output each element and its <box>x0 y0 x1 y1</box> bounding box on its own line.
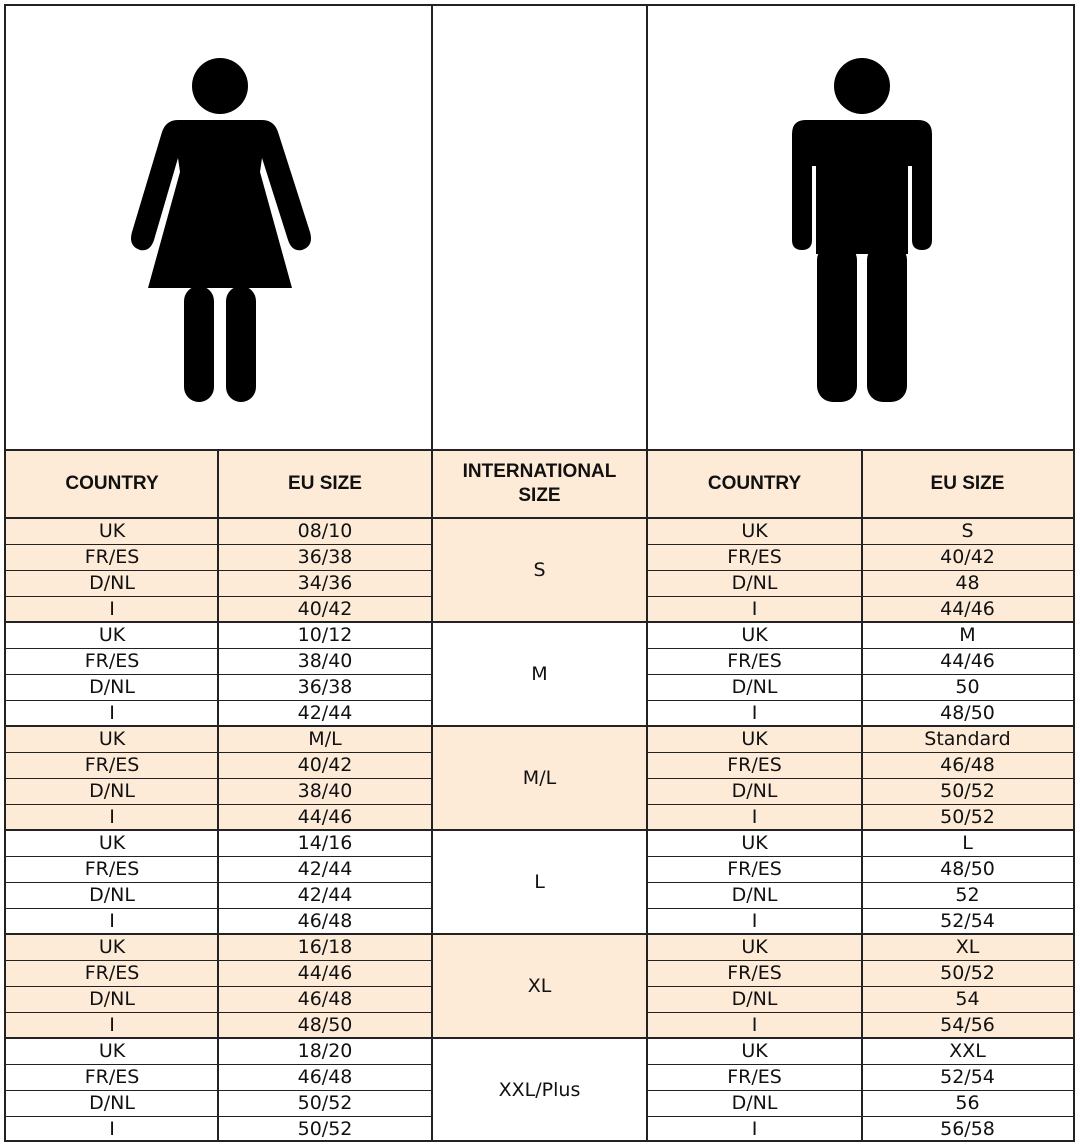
men-eu-size-cell: 46/48 <box>862 752 1073 778</box>
men-country-cell: FR/ES <box>727 858 782 880</box>
men-eu-size-cell: 52 <box>955 884 980 906</box>
woman-icon <box>126 54 316 404</box>
men-country-cell: FR/ES <box>727 1066 782 1088</box>
women-eu-size-cell: 08/10 <box>218 518 432 544</box>
women-country-cell: D/NL <box>89 1092 135 1114</box>
header-eu-size-women: EU SIZE <box>218 450 432 518</box>
row-divider <box>6 648 432 649</box>
row-divider <box>6 986 432 987</box>
row-divider <box>647 700 1073 701</box>
women-eu-size-cell: 50/52 <box>297 1118 353 1140</box>
men-eu-size-cell: Standard <box>862 726 1073 752</box>
row-divider <box>6 674 432 675</box>
men-country-cell: UK <box>741 1040 768 1062</box>
men-country-cell: D/NL <box>647 778 862 804</box>
men-eu-size-cell: XXL <box>949 1040 986 1062</box>
group-divider <box>6 725 1073 727</box>
header-country-women: COUNTRY <box>6 450 218 518</box>
women-country-cell: D/NL <box>6 570 218 596</box>
women-eu-size-cell: 16/18 <box>218 934 432 960</box>
men-eu-size-cell: 50/52 <box>862 778 1073 804</box>
men-eu-size-cell: 50 <box>955 676 980 698</box>
men-eu-size-cell: 44/46 <box>862 596 1073 622</box>
women-country-cell: UK <box>98 1040 126 1062</box>
header-country-men: COUNTRY <box>647 450 862 518</box>
men-eu-size-cell: 56/58 <box>940 1118 995 1140</box>
women-country-cell: I <box>6 1012 218 1038</box>
men-eu-size-cell: XL <box>862 934 1073 960</box>
group-divider <box>6 1037 1073 1039</box>
header-eu-size-men: EU SIZE <box>862 450 1073 518</box>
men-country-cell: D/NL <box>647 570 862 596</box>
women-country-cell: FR/ES <box>84 650 140 672</box>
women-country-cell: I <box>6 804 218 830</box>
women-eu-size-cell: 46/48 <box>218 986 432 1012</box>
men-country-cell: D/NL <box>731 676 778 698</box>
men-eu-size-cell: 50/52 <box>862 804 1073 830</box>
row-divider <box>647 570 1073 571</box>
women-country-cell: UK <box>98 624 126 646</box>
women-eu-size-cell: 48/50 <box>218 1012 432 1038</box>
row-divider <box>647 986 1073 987</box>
women-eu-size-cell: 14/16 <box>297 832 353 854</box>
women-country-cell: D/NL <box>6 986 218 1012</box>
row-divider <box>647 752 1073 753</box>
men-country-cell: I <box>751 1118 758 1140</box>
row-divider <box>6 544 432 545</box>
women-eu-size-cell: 34/36 <box>218 570 432 596</box>
men-country-cell: I <box>751 702 758 724</box>
row-divider <box>647 778 1073 779</box>
group-divider <box>6 517 1073 519</box>
row-divider <box>6 908 432 909</box>
men-eu-size-cell: 44/46 <box>940 650 995 672</box>
row-divider <box>647 674 1073 675</box>
men-country-cell: UK <box>647 726 862 752</box>
men-eu-size-cell: 54/56 <box>862 1012 1073 1038</box>
women-eu-size-cell: 40/42 <box>218 752 432 778</box>
women-country-cell: UK <box>6 934 218 960</box>
women-country-cell: D/NL <box>89 676 135 698</box>
women-eu-size-cell: 46/48 <box>297 1066 353 1088</box>
women-country-cell: I <box>109 702 115 724</box>
men-eu-size-cell: M <box>959 624 976 646</box>
women-country-cell: D/NL <box>6 778 218 804</box>
international-size-cell: L <box>534 871 545 893</box>
women-country-cell: FR/ES <box>6 752 218 778</box>
women-eu-size-cell: 50/52 <box>297 1092 353 1114</box>
man-icon <box>790 54 940 404</box>
row-divider <box>6 1090 432 1091</box>
row-divider <box>6 1116 432 1117</box>
women-eu-size-cell: 38/40 <box>218 778 432 804</box>
men-eu-size-cell: S <box>862 518 1073 544</box>
women-country-cell: UK <box>98 832 126 854</box>
size-chart-table <box>4 4 1075 1142</box>
women-eu-size-cell: 44/46 <box>218 804 432 830</box>
men-country-cell: FR/ES <box>647 960 862 986</box>
men-country-cell: UK <box>647 934 862 960</box>
header-top-divider <box>6 449 1073 451</box>
row-divider <box>647 648 1073 649</box>
men-eu-size-cell: 50/52 <box>862 960 1073 986</box>
women-eu-size-cell: 42/44 <box>297 858 353 880</box>
men-country-cell: FR/ES <box>647 752 862 778</box>
row-divider <box>6 700 432 701</box>
men-eu-size-cell: 48/50 <box>940 702 995 724</box>
row-divider <box>647 544 1073 545</box>
women-country-cell: I <box>6 596 218 622</box>
column-divider <box>861 450 863 1140</box>
row-divider <box>647 908 1073 909</box>
women-country-cell: FR/ES <box>84 1066 140 1088</box>
men-eu-size-cell: 48/50 <box>940 858 995 880</box>
group-divider <box>6 933 1073 935</box>
men-country-cell: UK <box>647 518 862 544</box>
women-country-cell: UK <box>6 726 218 752</box>
women-eu-size-cell: 44/46 <box>218 960 432 986</box>
row-divider <box>647 1090 1073 1091</box>
row-divider <box>647 960 1073 961</box>
men-country-cell: D/NL <box>731 1092 778 1114</box>
women-country-cell: FR/ES <box>6 960 218 986</box>
men-country-cell: I <box>751 910 758 932</box>
women-country-cell: I <box>109 910 115 932</box>
row-divider <box>6 882 432 883</box>
row-divider <box>6 596 432 597</box>
men-country-cell: I <box>647 596 862 622</box>
row-divider <box>647 856 1073 857</box>
women-eu-size-cell: 40/42 <box>218 596 432 622</box>
row-divider <box>647 596 1073 597</box>
international-size-cell: S <box>432 518 647 622</box>
row-divider <box>6 960 432 961</box>
men-country-cell: UK <box>741 832 768 854</box>
column-divider <box>431 6 433 1140</box>
row-divider <box>647 1064 1073 1065</box>
international-size-cell: M <box>531 663 548 685</box>
men-eu-size-cell: 56 <box>955 1092 980 1114</box>
men-eu-size-cell: 52/54 <box>940 1066 995 1088</box>
men-country-cell: FR/ES <box>647 544 862 570</box>
row-divider <box>647 882 1073 883</box>
column-divider <box>217 450 219 1140</box>
men-eu-size-cell: 52/54 <box>940 910 995 932</box>
men-eu-size-cell: 40/42 <box>862 544 1073 570</box>
women-country-cell: FR/ES <box>84 858 140 880</box>
row-divider <box>6 1064 432 1065</box>
row-divider <box>6 1012 432 1013</box>
men-eu-size-cell: 48 <box>862 570 1073 596</box>
women-eu-size-cell: 42/44 <box>297 702 353 724</box>
women-country-cell: I <box>109 1118 115 1140</box>
women-eu-size-cell: 42/44 <box>297 884 353 906</box>
women-eu-size-cell: 10/12 <box>297 624 353 646</box>
row-divider <box>6 752 432 753</box>
women-country-cell: UK <box>6 518 218 544</box>
row-divider <box>647 804 1073 805</box>
men-country-cell: UK <box>741 624 768 646</box>
header-international-size: INTERNATIONAL SIZE <box>432 450 647 518</box>
men-country-cell: D/NL <box>647 986 862 1012</box>
women-eu-size-cell: 18/20 <box>297 1040 353 1062</box>
international-size-cell: M/L <box>432 726 647 830</box>
row-divider <box>6 804 432 805</box>
men-eu-size-cell: L <box>962 832 973 854</box>
row-divider <box>6 778 432 779</box>
men-country-cell: FR/ES <box>727 650 782 672</box>
international-size-cell: XL <box>432 934 647 1038</box>
women-eu-size-cell: 38/40 <box>297 650 353 672</box>
row-divider <box>647 1116 1073 1117</box>
group-divider <box>6 829 1073 831</box>
women-eu-size-cell: M/L <box>218 726 432 752</box>
column-divider <box>646 6 648 1140</box>
men-country-cell: I <box>647 804 862 830</box>
row-divider <box>647 1012 1073 1013</box>
row-divider <box>6 856 432 857</box>
women-eu-size-cell: 36/38 <box>218 544 432 570</box>
men-eu-size-cell: 54 <box>862 986 1073 1012</box>
international-size-cell: XXL/Plus <box>498 1079 581 1101</box>
women-country-cell: D/NL <box>89 884 135 906</box>
men-country-cell: I <box>647 1012 862 1038</box>
women-country-cell: FR/ES <box>6 544 218 570</box>
men-country-cell: D/NL <box>731 884 778 906</box>
row-divider <box>6 570 432 571</box>
women-eu-size-cell: 46/48 <box>297 910 353 932</box>
group-divider <box>6 621 1073 623</box>
women-eu-size-cell: 36/38 <box>297 676 353 698</box>
